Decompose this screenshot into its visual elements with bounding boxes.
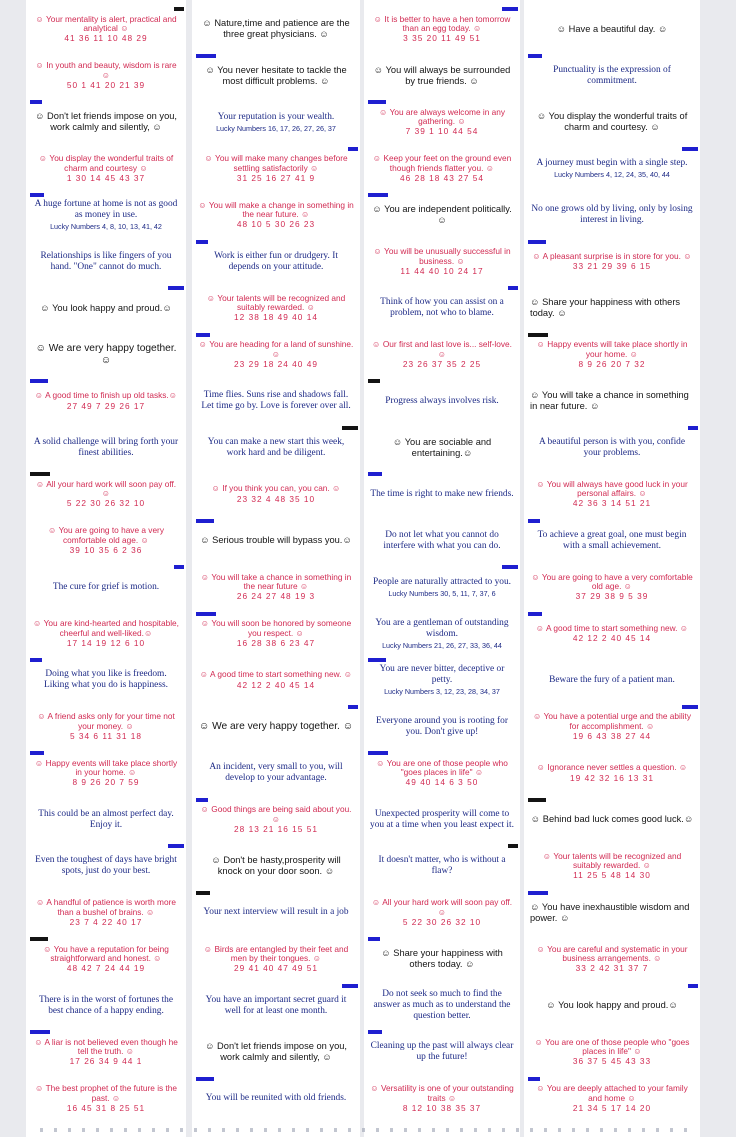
fortune-text: ☺ You are heading for a land of sunshine. ☺ <box>198 339 354 359</box>
lucky-numbers: 7 39 1 10 44 54 <box>405 126 479 137</box>
edge-ink-mark <box>688 426 698 430</box>
edge-ink-mark <box>528 54 542 58</box>
lucky-numbers: 42 12 2 40 45 14 <box>572 633 652 644</box>
edge-ink-mark <box>30 100 42 104</box>
fortune-text: ☺ You are one of those people who "goes places in life" ☺ <box>376 757 508 778</box>
lucky-numbers: 50 1 41 20 21 39 <box>66 79 146 90</box>
fortune-text: A journey must begin with a single step. <box>536 158 688 169</box>
fortune-slip <box>32 985 180 1028</box>
fortune-text: ☺ A good time to start something new. ☺ <box>199 669 353 680</box>
fortune-slip <box>370 55 514 98</box>
fortune-slip <box>370 194 514 237</box>
fortune-slip <box>32 566 180 609</box>
edge-ink-mark <box>30 379 48 383</box>
fortune-slip <box>198 8 354 51</box>
fortune-slip <box>32 845 180 888</box>
fortune-text: ☺ Your talents will be recognized and suitably rewarded. ☺ <box>542 850 682 871</box>
fortune-slip <box>198 566 354 609</box>
fortune-text: ☺ Don't let friends impose on you, work calmly and silently, ☺ <box>204 1041 347 1063</box>
fortune-slip <box>370 892 514 935</box>
fortune-slip <box>530 845 694 888</box>
fortune-slip <box>370 706 514 749</box>
lucky-numbers: 27 49 7 29 26 17 <box>66 400 146 411</box>
fortune-text: You will be reunited with old friends. <box>205 1093 347 1104</box>
edge-ink-mark <box>30 658 42 662</box>
edge-ink-mark <box>508 844 518 848</box>
fortune-text: ☺ You display the wonderful traits of charm and courtesy. ☺ <box>536 111 688 133</box>
fortune-slip <box>32 706 180 749</box>
bottom-dotted-edge <box>40 1128 690 1132</box>
fortune-text: ☺ You are always welcome in any gathering. ☺ <box>378 106 506 127</box>
lucky-numbers: 21 34 5 17 14 20 <box>572 1102 652 1113</box>
fortune-text: ☺ A handful of patience is worth more than a bushel of brains. ☺ <box>36 897 176 917</box>
lucky-numbers: 3 35 20 11 49 51 <box>403 33 481 44</box>
edge-ink-mark <box>682 147 698 151</box>
fortune-slip <box>530 566 694 609</box>
lucky-numbers: 11 44 40 10 24 17 <box>400 265 484 276</box>
fortune-text: ☺ We are very happy together. ☺ <box>35 342 177 366</box>
fortune-text: A solid challenge will bring forth your finest abilities. <box>33 436 179 458</box>
fortune-text: ☺ You have a potential urge and the ability for accomplishment. ☺ <box>533 711 691 731</box>
fortune-slip <box>370 752 514 795</box>
fortune-text: ☺ You are going to have a very comfortable old age. ☺ <box>531 571 693 592</box>
lucky-numbers: 42 12 2 40 45 14 <box>236 679 316 690</box>
edge-ink-mark <box>502 7 518 11</box>
fortune-slip <box>530 241 694 284</box>
fortune-slip <box>198 427 354 470</box>
fortune-text: Beware the fury of a patient man. <box>549 674 675 685</box>
fortune-slip <box>530 380 694 423</box>
fortune-text: Unexpected prosperity will come to you at a time when you least expect it. <box>370 808 514 830</box>
fortune-slip <box>530 55 694 98</box>
fortune-text: ☺ Versatility is one of your outstanding traits ☺ <box>370 1083 514 1103</box>
fortune-text: ☺ Have a beautiful day. ☺ <box>556 23 668 34</box>
lucky-numbers: 5 22 30 26 32 10 <box>66 498 146 509</box>
fortune-slip <box>32 380 180 423</box>
fortune-text: Everyone around you is rooting for you. Don't give up! <box>375 715 508 737</box>
fortune-slip <box>32 8 180 51</box>
fortune-text: ☺ You will soon be honored by someone you respect. ☺ <box>200 618 352 638</box>
fortune-text: ☺ We are very happy together. ☺ <box>198 720 354 732</box>
fortune-slip <box>370 287 514 330</box>
edge-ink-mark <box>368 100 386 104</box>
edge-ink-mark <box>30 751 44 755</box>
fortune-slip <box>530 287 694 330</box>
fortune-slip <box>530 1031 694 1074</box>
edge-ink-mark <box>348 705 358 709</box>
lucky-numbers: 11 25 5 48 14 30 <box>573 870 651 881</box>
fortune-text: ☺ In youth and beauty, wisdom is rare ☺ <box>35 60 177 80</box>
lucky-numbers: 23 32 4 48 35 10 <box>236 493 316 504</box>
fortune-text: ☺ You will be unusually successful in business. ☺ <box>373 246 511 266</box>
fortune-slip <box>530 473 694 516</box>
fortune-text: A huge fortune at home is not as good as money in use. <box>34 199 178 221</box>
edge-ink-mark <box>342 426 358 430</box>
fortune-text: ☺ All your hard work will soon pay off. ☺ <box>371 897 513 917</box>
fortune-slip <box>198 706 354 749</box>
edge-ink-mark <box>196 519 214 523</box>
lucky-numbers: 37 29 38 9 5 39 <box>575 591 649 602</box>
fortune-text: You are never bitter, deceptive or petty. <box>379 664 505 686</box>
fortune-slip <box>370 566 514 609</box>
fortune-slip <box>530 101 694 144</box>
fortune-text: Do not seek so much to find the answer as much as to understand the question better. <box>373 989 511 1022</box>
fortune-text: You are a gentleman of outstanding wisdom. <box>375 617 509 639</box>
edge-ink-mark <box>682 705 698 709</box>
fortune-slip <box>32 613 180 656</box>
fortune-slip <box>198 55 354 98</box>
fortune-text: ☺ You are going to have a very comfortable old age. ☺ <box>48 525 164 545</box>
edge-ink-mark <box>30 193 44 197</box>
fortune-text: ☺ You are deeply attached to your family and home ☺ <box>536 1083 688 1103</box>
fortune-text: ☺ Your mentality is alert, practical and analytical ☺ <box>35 13 177 34</box>
fortune-slip <box>530 1078 694 1121</box>
edge-ink-mark <box>508 286 518 290</box>
fortune-text: An incident, very small to you, will develop to your advantage. <box>209 762 343 784</box>
fortune-slip <box>32 473 180 516</box>
fortune-text: ☺ You never hesitate to tackle the most difficult problems. ☺ <box>205 64 347 86</box>
fortune-slip <box>32 520 180 563</box>
fortune-slip <box>198 938 354 981</box>
lucky-numbers: 23 26 37 35 2 25 <box>402 358 482 369</box>
fortune-text: ☺ You are careful and systematic in your business arrangements. ☺ <box>536 943 688 964</box>
lucky-numbers: Lucky Numbers 16, 17, 26, 27, 26, 37 <box>216 123 336 133</box>
lucky-numbers: 5 22 30 26 32 10 <box>402 916 482 927</box>
fortune-text: The time is right to make new friends. <box>370 488 514 499</box>
fortune-text: ☺ You look happy and proud.☺ <box>546 1000 678 1011</box>
fortune-text: Time flies. Suns rise and shadows fall. Let time go by. Love is forever over all. <box>201 390 351 412</box>
fortune-slip <box>198 101 354 144</box>
fortune-text: ☺ Your talents will be recognized and suitably rewarded. ☺ <box>206 292 346 313</box>
fortune-slip <box>530 427 694 470</box>
fortune-text: Doing what you like is freedom. Liking what you do is happiness. <box>44 669 168 691</box>
fortune-text: Do not let what you cannot do interfere with what you can do. <box>383 529 501 551</box>
fortune-text: ☺ Happy events will take place shortly in your home. ☺ <box>536 339 688 359</box>
fortune-text: Punctuality is the expression of commitment. <box>553 64 671 86</box>
fortune-slip <box>198 613 354 656</box>
fortune-text: Your reputation is your wealth. <box>217 111 335 122</box>
fortune-slip <box>32 938 180 981</box>
lucky-numbers: 19 42 32 16 13 31 <box>570 772 654 783</box>
fortune-text: ☺ Ignorance never settles a question. ☺ <box>536 762 688 773</box>
fortune-text: Relationships is like fingers of you hand. "One" cannot do much. <box>40 250 172 272</box>
edge-ink-mark <box>30 937 48 941</box>
fortune-slip <box>370 1078 514 1121</box>
fortune-slip <box>198 194 354 237</box>
fortune-slip <box>198 1031 354 1074</box>
lucky-numbers: 39 10 35 6 2 36 <box>69 544 143 555</box>
lucky-numbers: 42 36 3 14 51 21 <box>572 498 652 509</box>
fortune-slip <box>198 380 354 423</box>
fortune-slip <box>530 706 694 749</box>
edge-ink-mark <box>502 565 518 569</box>
fortune-text: ☺ A pleasant surprise is in store for you. ☺ <box>532 250 692 261</box>
lucky-numbers: 33 21 29 39 6 15 <box>572 261 652 272</box>
fortune-text: ☺ Share your happiness with others today. ☺ <box>530 297 681 319</box>
lucky-numbers: 26 24 27 48 19 3 <box>236 591 316 602</box>
fortune-text: ☺ You will take a chance in something in near future. ☺ <box>530 390 689 412</box>
fortune-slip <box>32 752 180 795</box>
fortune-text: ☺ Happy events will take place shortly in your home. ☺ <box>34 757 178 778</box>
lucky-numbers: 8 9 26 20 7 59 <box>72 777 140 788</box>
fortune-text: Progress always involves risk. <box>385 395 499 406</box>
edge-ink-mark <box>528 612 542 616</box>
lucky-numbers: 17 14 19 12 6 10 <box>66 637 146 648</box>
fortune-slip <box>530 334 694 377</box>
fortune-slip <box>32 427 180 470</box>
fortune-text: Even the toughest of days have bright spots, just do your best. <box>35 855 177 877</box>
fortune-text: ☺ You look happy and proud.☺ <box>40 302 172 313</box>
lucky-numbers: 28 13 21 16 15 51 <box>234 823 318 834</box>
fortune-text: ☺ A friend asks only for your time not your money. ☺ <box>37 711 175 731</box>
fortune-text: ☺ You are kind-hearted and hospitable, cheerful and well-liked.☺ <box>33 618 179 638</box>
lucky-numbers: 29 41 40 47 49 51 <box>234 963 318 974</box>
fortune-slip <box>32 101 180 144</box>
fortune-text: To achieve a great goal, one must begin with a small achievement. <box>537 529 687 551</box>
fortune-slip <box>370 8 514 51</box>
fortune-text: ☺ You display the wonderful traits of charm and courtesy ☺ <box>38 153 174 173</box>
fortune-text: ☺ Nature,time and patience are the three great physicians. ☺ <box>202 18 350 40</box>
fortune-text: You have an important secret guard it well for at least one month. <box>205 994 347 1016</box>
lucky-numbers: 23 29 18 24 40 49 <box>234 358 318 369</box>
fortune-text: ☺ You are one of those people who "goes places in life" ☺ <box>534 1036 690 1057</box>
lucky-numbers: 5 34 6 11 31 18 <box>69 730 143 741</box>
fortune-slip <box>32 55 180 98</box>
edge-ink-mark <box>174 565 184 569</box>
fortune-text: ☺ You will make a change in something in the near future. ☺ <box>198 199 354 220</box>
fortune-text: ☺ Good things are being said about you. ☺ <box>200 804 352 824</box>
fortune-slip <box>32 287 180 330</box>
fortune-slip <box>198 799 354 842</box>
fortune-slip <box>32 241 180 284</box>
edge-ink-mark <box>368 472 382 476</box>
fortune-slip <box>530 194 694 237</box>
fortune-slip <box>530 148 694 191</box>
edge-ink-mark <box>368 193 388 197</box>
lucky-numbers: 41 36 11 10 48 29 <box>64 33 148 44</box>
lucky-numbers: 33 2 42 31 37 7 <box>575 963 649 974</box>
edge-ink-mark <box>196 54 216 58</box>
fortune-slip <box>198 1078 354 1121</box>
fortune-text: ☺ It is better to have a hen tomorrow than an egg today. ☺ <box>373 13 511 34</box>
edge-ink-mark <box>348 147 358 151</box>
fortune-text: No one grows old by living, only by losing interest in living. <box>531 204 693 226</box>
fortune-slip <box>530 892 694 935</box>
lucky-numbers: 8 12 10 38 35 37 <box>402 1102 482 1113</box>
lucky-numbers: Lucky Numbers 3, 12, 23, 28, 34, 37 <box>384 687 500 697</box>
fortune-slip <box>32 148 180 191</box>
fortune-text: ☺ You are sociable and entertaining.☺ <box>392 436 492 458</box>
fortune-slip <box>530 985 694 1028</box>
fortune-text: ☺ Don't be hasty,prosperity will knock on your door soon. ☺ <box>211 855 341 877</box>
fortune-slip <box>198 520 354 563</box>
fortune-text: ☺ You will make many changes before settling satisfactorily ☺ <box>204 153 348 173</box>
edge-ink-mark <box>528 519 540 523</box>
fortune-slip <box>530 520 694 563</box>
fortune-slip <box>530 938 694 981</box>
edge-ink-mark <box>168 844 184 848</box>
fortune-slip <box>32 799 180 842</box>
lucky-numbers: 17 26 34 9 44 1 <box>69 1056 143 1067</box>
lucky-numbers: 48 10 5 30 26 23 <box>236 219 316 230</box>
edge-ink-mark <box>688 984 698 988</box>
lucky-numbers: 12 38 18 49 40 14 <box>234 312 318 323</box>
edge-ink-mark <box>196 333 210 337</box>
fortune-slip <box>370 799 514 842</box>
edge-ink-mark <box>528 333 548 337</box>
edge-ink-mark <box>528 891 548 895</box>
fortune-text: ☺ Don't let friends impose on you, work calmly and silently, ☺ <box>34 111 177 133</box>
lucky-numbers: Lucky Numbers 30, 5, 11, 7, 37, 6 <box>388 588 496 598</box>
fortune-slip <box>370 334 514 377</box>
lucky-numbers: 48 42 7 24 44 19 <box>66 963 146 974</box>
fortune-slip <box>530 8 694 51</box>
edge-ink-mark <box>196 798 208 802</box>
fortune-text: ☺ Share your happiness with others today. ☺ <box>381 948 503 970</box>
fortune-slip <box>198 473 354 516</box>
fortune-slip <box>530 613 694 656</box>
fortune-slip <box>370 938 514 981</box>
lucky-numbers: 46 28 18 43 27 54 <box>400 172 484 183</box>
fortune-slip <box>370 101 514 144</box>
fortune-text: ☺ A good time to finish up old tasks.☺ <box>34 390 178 401</box>
edge-ink-mark <box>168 286 184 290</box>
lucky-numbers: 16 45 31 8 25 51 <box>66 1102 146 1113</box>
edge-ink-mark <box>342 984 358 988</box>
edge-ink-mark <box>196 612 216 616</box>
fortune-slip <box>198 845 354 888</box>
edge-ink-mark <box>528 798 546 802</box>
fortune-slip <box>530 659 694 702</box>
lucky-numbers: 36 37 5 45 43 33 <box>572 1056 652 1067</box>
fortune-slip <box>32 1031 180 1074</box>
lucky-numbers: Lucky Numbers 4, 8, 10, 13, 41, 42 <box>50 222 162 232</box>
fortune-text: Work is either fun or drudgery. It depends on your attitude. <box>214 250 338 272</box>
edge-ink-mark <box>368 937 380 941</box>
fortune-text: ☺ A good time to start something new. ☺ <box>535 622 689 633</box>
fortune-slip <box>32 1078 180 1121</box>
fortune-slip <box>198 892 354 935</box>
fortune-slip <box>198 148 354 191</box>
fortune-text: This could be an almost perfect day. Enjoy it. <box>38 808 174 830</box>
edge-ink-mark <box>368 751 388 755</box>
edge-ink-mark <box>368 658 386 662</box>
fortune-slip <box>370 659 514 702</box>
fortune-text: There is in the worst of fortunes the best chance of a happy ending. <box>38 994 174 1016</box>
fortune-slip <box>198 334 354 377</box>
edge-ink-mark <box>528 1077 540 1081</box>
fortune-text: ☺ You have a reputation for being straightforward and honest. ☺ <box>43 943 169 964</box>
lucky-numbers: 49 40 14 6 3 50 <box>405 777 479 788</box>
fortune-text: ☺ All your hard work will soon pay off. ☺ <box>35 478 177 499</box>
fortune-text: People are naturally attracted to you. <box>373 576 511 587</box>
fortune-text: ☺ The best prophet of the future is the past. ☺ <box>34 1083 178 1103</box>
lucky-numbers: Lucky Numbers 21, 26, 27, 33, 36, 44 <box>382 640 502 650</box>
fortune-text: ☺ A liar is not believed even though he tell the truth. ☺ <box>34 1036 178 1057</box>
fortune-text: ☺ Birds are entangled by their feet and men by their tongues. ☺ <box>203 943 349 964</box>
edge-ink-mark <box>174 7 184 11</box>
lucky-numbers: 1 30 14 45 43 37 <box>66 172 146 183</box>
fortune-text: The cure for grief is motion. <box>52 581 160 592</box>
fortune-text: You can make a new start this week, work hard and be diligent. <box>207 436 345 458</box>
fortune-slip <box>32 334 180 377</box>
fortune-text: ☺ Our first and last love is... self-love. ☺ <box>372 339 512 359</box>
fortune-slip <box>370 613 514 656</box>
lucky-numbers: 19 6 43 38 27 44 <box>572 730 652 741</box>
fortune-slip <box>370 1031 514 1074</box>
fortune-slip <box>370 985 514 1028</box>
fortune-slip <box>32 892 180 935</box>
fortune-slip <box>198 287 354 330</box>
edge-ink-mark <box>368 1030 382 1034</box>
fortune-text: ☺ If you think you can, you can. ☺ <box>211 483 341 494</box>
fortune-text: Cleaning up the past will always clear up the future! <box>370 1041 514 1063</box>
lucky-numbers: 16 28 38 6 23 47 <box>236 637 316 648</box>
fortune-text: ☺ Behind bad luck comes good luck.☺ <box>530 814 694 825</box>
edge-ink-mark <box>30 472 50 476</box>
fortune-slip <box>198 241 354 284</box>
fortune-text: ☺ You have inexhaustible wisdom and power. ☺ <box>530 901 690 923</box>
edge-ink-mark <box>196 891 210 895</box>
fortune-text: ☺ You will always have good luck in your personal affairs. ☺ <box>536 478 688 499</box>
fortune-text: ☺ You are independent politically. ☺ <box>372 204 512 226</box>
fortune-slip <box>198 752 354 795</box>
fortune-slip <box>198 985 354 1028</box>
fortune-text: Your next interview will result in a job <box>203 907 349 918</box>
fortune-slip <box>370 148 514 191</box>
fortune-slip <box>530 799 694 842</box>
lucky-numbers: 23 7 4 22 40 17 <box>69 916 143 927</box>
fortune-text: It doesn't matter, who is without a flaw? <box>378 855 506 877</box>
fortune-text: ☺ You will always be surrounded by true friends. ☺ <box>373 64 511 86</box>
edge-ink-mark <box>196 1077 214 1081</box>
edge-ink-mark <box>368 379 380 383</box>
edge-ink-mark <box>528 240 546 244</box>
fortune-slip <box>370 520 514 563</box>
lucky-numbers: 31 25 16 27 41 9 <box>236 172 316 183</box>
edge-ink-mark <box>30 1030 50 1034</box>
fortune-slip <box>370 473 514 516</box>
edge-ink-mark <box>196 240 208 244</box>
fortune-slip <box>370 427 514 470</box>
fortune-text: ☺ Keep your feet on the ground even though friends flatter you. ☺ <box>372 153 512 173</box>
fortune-text: ☺ You will take a chance in something in the near future ☺ <box>200 571 352 592</box>
fortune-slip <box>198 659 354 702</box>
fortune-text: Think of how you can assist on a problem, not who to blame. <box>380 297 504 319</box>
fortune-slip <box>32 194 180 237</box>
fortune-slip <box>370 241 514 284</box>
fortune-slip <box>530 752 694 795</box>
fortune-text: A beautiful person is with you, confide your problems. <box>538 436 686 458</box>
fortune-text: ☺ Serious trouble will bypass you.☺ <box>200 535 352 546</box>
lucky-numbers: Lucky Numbers 4, 12, 24, 35, 40, 44 <box>554 170 670 180</box>
fortune-slip <box>370 380 514 423</box>
fortune-slip <box>370 845 514 888</box>
lucky-numbers: 8 9 26 20 7 32 <box>578 358 646 369</box>
fortune-slip <box>32 659 180 702</box>
